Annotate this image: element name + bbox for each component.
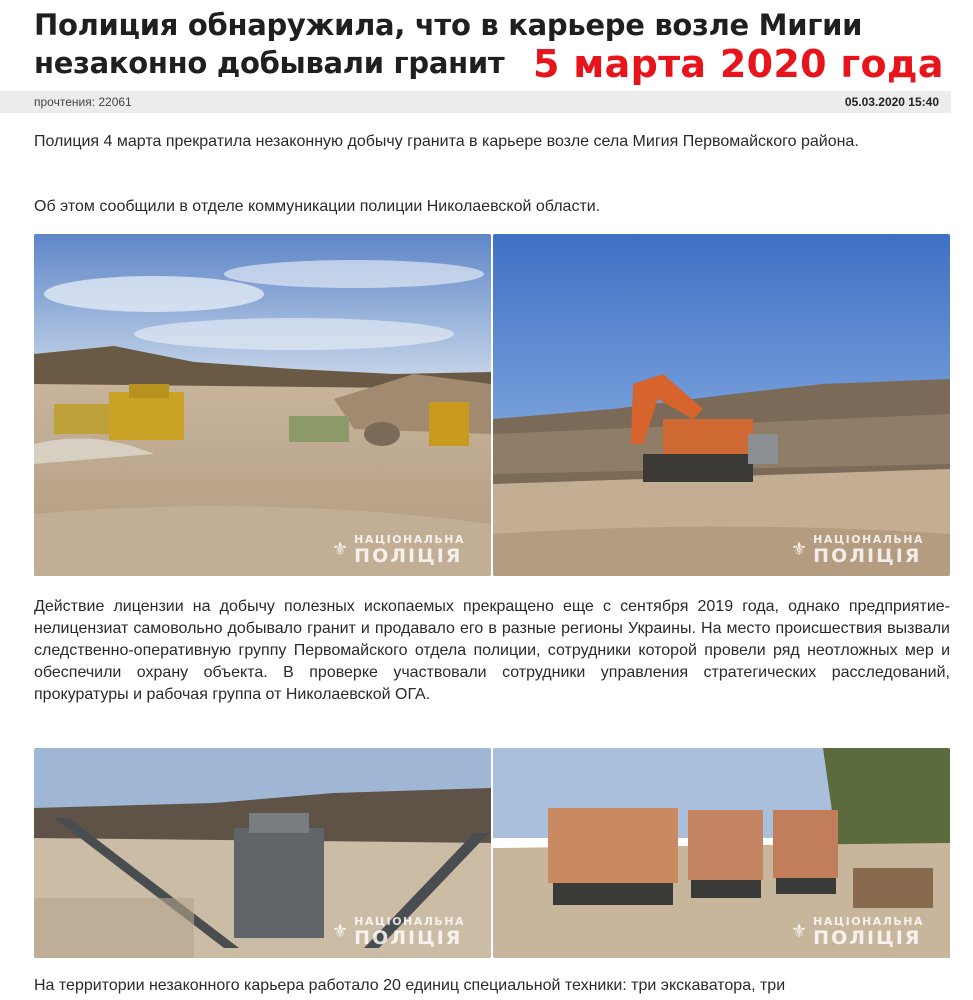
photo-conveyor[interactable] xyxy=(34,748,491,958)
photo-dump-trucks[interactable] xyxy=(493,748,950,958)
paragraph-1: Полиция 4 марта прекратила незаконную добычу гранита в карьере возле села Мигия Первомайского района. xyxy=(34,133,859,150)
paragraph-3: Действие лицензии на добычу полезных ископаемых прекращено еще с сентября 2019 года, однако предприятие-нелицензиат самовольно добывало гранит и продавало его в разные регионы Украины. На место происшествия вызвали следственно-оперативную группу Первомайского отдела полиции, сотрудники которой провели ряд неотложных мер и обеспечили охрану объекта. В проверке участвовали сотрудники управления стратегических расследований, прокуратуры и рабочая группа от Николаевской ОГА. xyxy=(34,598,950,703)
photo-excavator[interactable] xyxy=(493,234,950,576)
trident-icon: ⚜ xyxy=(332,538,349,560)
article-title: Полиция обнаружила, что в карьере возле Мигии незаконно добывали гранит xyxy=(34,8,863,80)
trident-icon: ⚜ xyxy=(791,920,808,942)
photo-quarry-crushers[interactable] xyxy=(34,234,491,576)
trident-icon: ⚜ xyxy=(791,538,808,560)
paragraph-2: Об этом сообщили в отделе коммуникации полиции Николаевской области. xyxy=(34,198,601,215)
watermark: ⚜ НАЦІОНАЛЬНА ПОЛІЦІЯ xyxy=(791,533,924,567)
publish-date: 05.03.2020 15:40 xyxy=(844,95,939,109)
meta-bar xyxy=(0,91,951,113)
watermark: ⚜ НАЦІОНАЛЬНА ПОЛІЦІЯ xyxy=(791,915,924,949)
trident-icon: ⚜ xyxy=(332,920,349,942)
date-stamp: 5 марта 2020 года xyxy=(533,42,944,86)
watermark: ⚜ НАЦІОНАЛЬНА ПОЛІЦІЯ xyxy=(332,533,465,567)
views-count: прочтения: 22061 xyxy=(34,95,132,109)
watermark: ⚜ НАЦІОНАЛЬНА ПОЛІЦІЯ xyxy=(332,915,465,949)
paragraph-4: На территории незаконного карьера работало 20 единиц специальной техники: три экскаватора, три xyxy=(34,977,786,994)
